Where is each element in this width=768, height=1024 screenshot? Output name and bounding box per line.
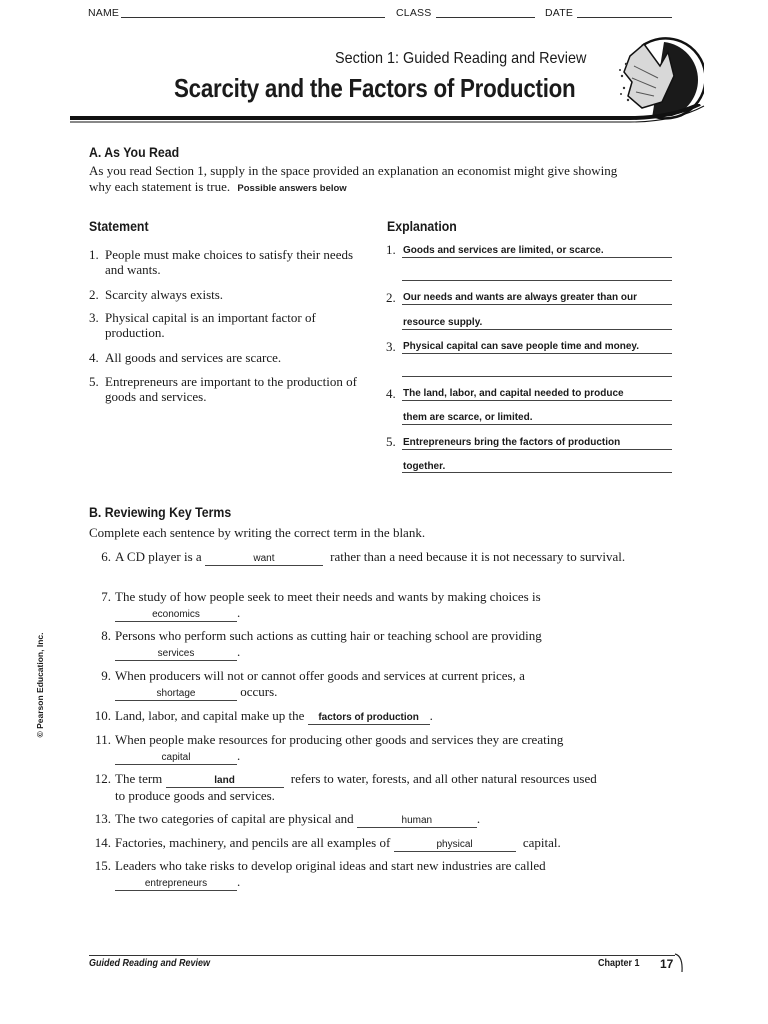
possible-answers-note: Possible answers below (237, 183, 347, 194)
answer-blank[interactable]: land (166, 775, 284, 788)
footer-chapter: Chapter 1 (598, 958, 640, 969)
explanation-line (402, 424, 672, 425)
page-corner-bracket (674, 952, 686, 974)
explanation-number: 3. (386, 339, 396, 354)
statement-item: 5. Entrepreneurs are important to the production of goods and services. (89, 374, 357, 404)
page-number: 17 (660, 957, 674, 971)
answer-blank[interactable]: entrepreneurs (115, 878, 237, 891)
explanation-line (402, 304, 672, 305)
answer-blank[interactable]: want (205, 553, 323, 566)
explanation-line (402, 400, 672, 401)
key-term-item: 11. When people make resources for producing other goods and services they are creating capital . (95, 732, 564, 763)
key-term-item: 6. A CD player is a want rather than a need because it is not necessary to survival. (101, 549, 626, 564)
copyright-side-text: © Pearson Education, Inc. (35, 632, 45, 738)
explanation-number: 1. (386, 242, 396, 257)
explanation-line (402, 329, 672, 330)
date-label: DATE (545, 7, 574, 19)
explanation-line (402, 257, 672, 258)
part-a-heading: A. As You Read (89, 144, 180, 160)
class-field[interactable] (436, 17, 535, 18)
explanation-answer[interactable]: together. (403, 461, 446, 472)
date-field[interactable] (577, 17, 672, 18)
key-term-item: 7. The study of how people seek to meet their needs and wants by making choices is economics . (101, 589, 541, 620)
key-term-item: 10. Land, labor, and capital make up the factors of production . (94, 708, 433, 723)
name-label: NAME (88, 7, 120, 19)
section-subtitle: Section 1: Guided Reading and Review (335, 50, 587, 67)
footer-divider (89, 955, 675, 956)
key-term-item: 13. The two categories of capital are physical and human . (94, 811, 481, 826)
page-title: Scarcity and the Factors of Production (174, 73, 576, 103)
part-b-heading: B. Reviewing Key Terms (89, 504, 232, 520)
explanation-line (402, 280, 672, 281)
footer-left-text: Guided Reading and Review (89, 958, 211, 969)
explanation-number: 5. (386, 434, 396, 449)
explanation-answer[interactable]: Our needs and wants are always greater than our (403, 292, 637, 303)
explanation-answer[interactable]: Goods and services are limited, or scarce. (403, 245, 604, 256)
statement-item: 2. Scarcity always exists. (89, 287, 224, 302)
answer-blank[interactable]: services (115, 648, 237, 661)
class-label: CLASS (396, 7, 432, 19)
explanation-answer[interactable]: The land, labor, and capital needed to produce (403, 388, 624, 399)
statement-item: 3. Physical capital is an important factor of production. (89, 310, 316, 340)
title-divider (70, 104, 710, 134)
statement-header: Statement (89, 218, 149, 234)
explanation-line (402, 449, 672, 450)
answer-blank[interactable]: shortage (115, 688, 237, 701)
explanation-header: Explanation (387, 218, 457, 234)
key-term-item: 8. Persons who perform such actions as cutting hair or teaching school are providing services . (101, 628, 542, 659)
statement-item: 1. People must make choices to satisfy their needs and wants. (89, 247, 354, 277)
answer-blank[interactable]: capital (115, 752, 237, 765)
key-term-item: 15. Leaders who take risks to develop original ideas and start new industries are called entrepreneurs . (94, 858, 546, 889)
key-term-item: 14. Factories, machinery, and pencils are all examples of physical capital. (94, 835, 561, 850)
part-b-instructions: Complete each sentence by writing the correct term in the blank. (89, 525, 426, 540)
statement-item: 4. All goods and services are scarce. (89, 350, 282, 365)
explanation-answer[interactable]: Physical capital can save people time and money. (403, 341, 640, 352)
answer-blank[interactable]: physical (394, 839, 516, 852)
explanation-number: 4. (386, 386, 396, 401)
name-field[interactable] (121, 17, 385, 18)
part-a-instructions (89, 163, 619, 197)
answer-blank[interactable]: human (357, 815, 477, 828)
explanation-line (402, 376, 672, 377)
explanation-line (402, 472, 672, 473)
answer-blank[interactable]: factors of production (308, 712, 430, 725)
part-a-instructions-text: As you read Section 1, supply in the space provided an explanation an economist might give showing why each statement is true. (89, 163, 618, 194)
explanation-answer[interactable]: them are scarce, or limited. (403, 412, 533, 423)
explanation-answer[interactable]: resource supply. (403, 317, 483, 328)
answer-blank[interactable]: economics (115, 609, 237, 622)
key-term-item: 9. When producers will not or cannot offer goods and services at current prices, a shortage occurs. (101, 668, 525, 699)
explanation-number: 2. (386, 290, 396, 305)
explanation-line (402, 353, 672, 354)
key-term-item: 12. The term land refers to water, forests, and all other natural resources used to produce goods and services. (94, 771, 597, 803)
explanation-answer[interactable]: Entrepreneurs bring the factors of production (403, 437, 621, 448)
